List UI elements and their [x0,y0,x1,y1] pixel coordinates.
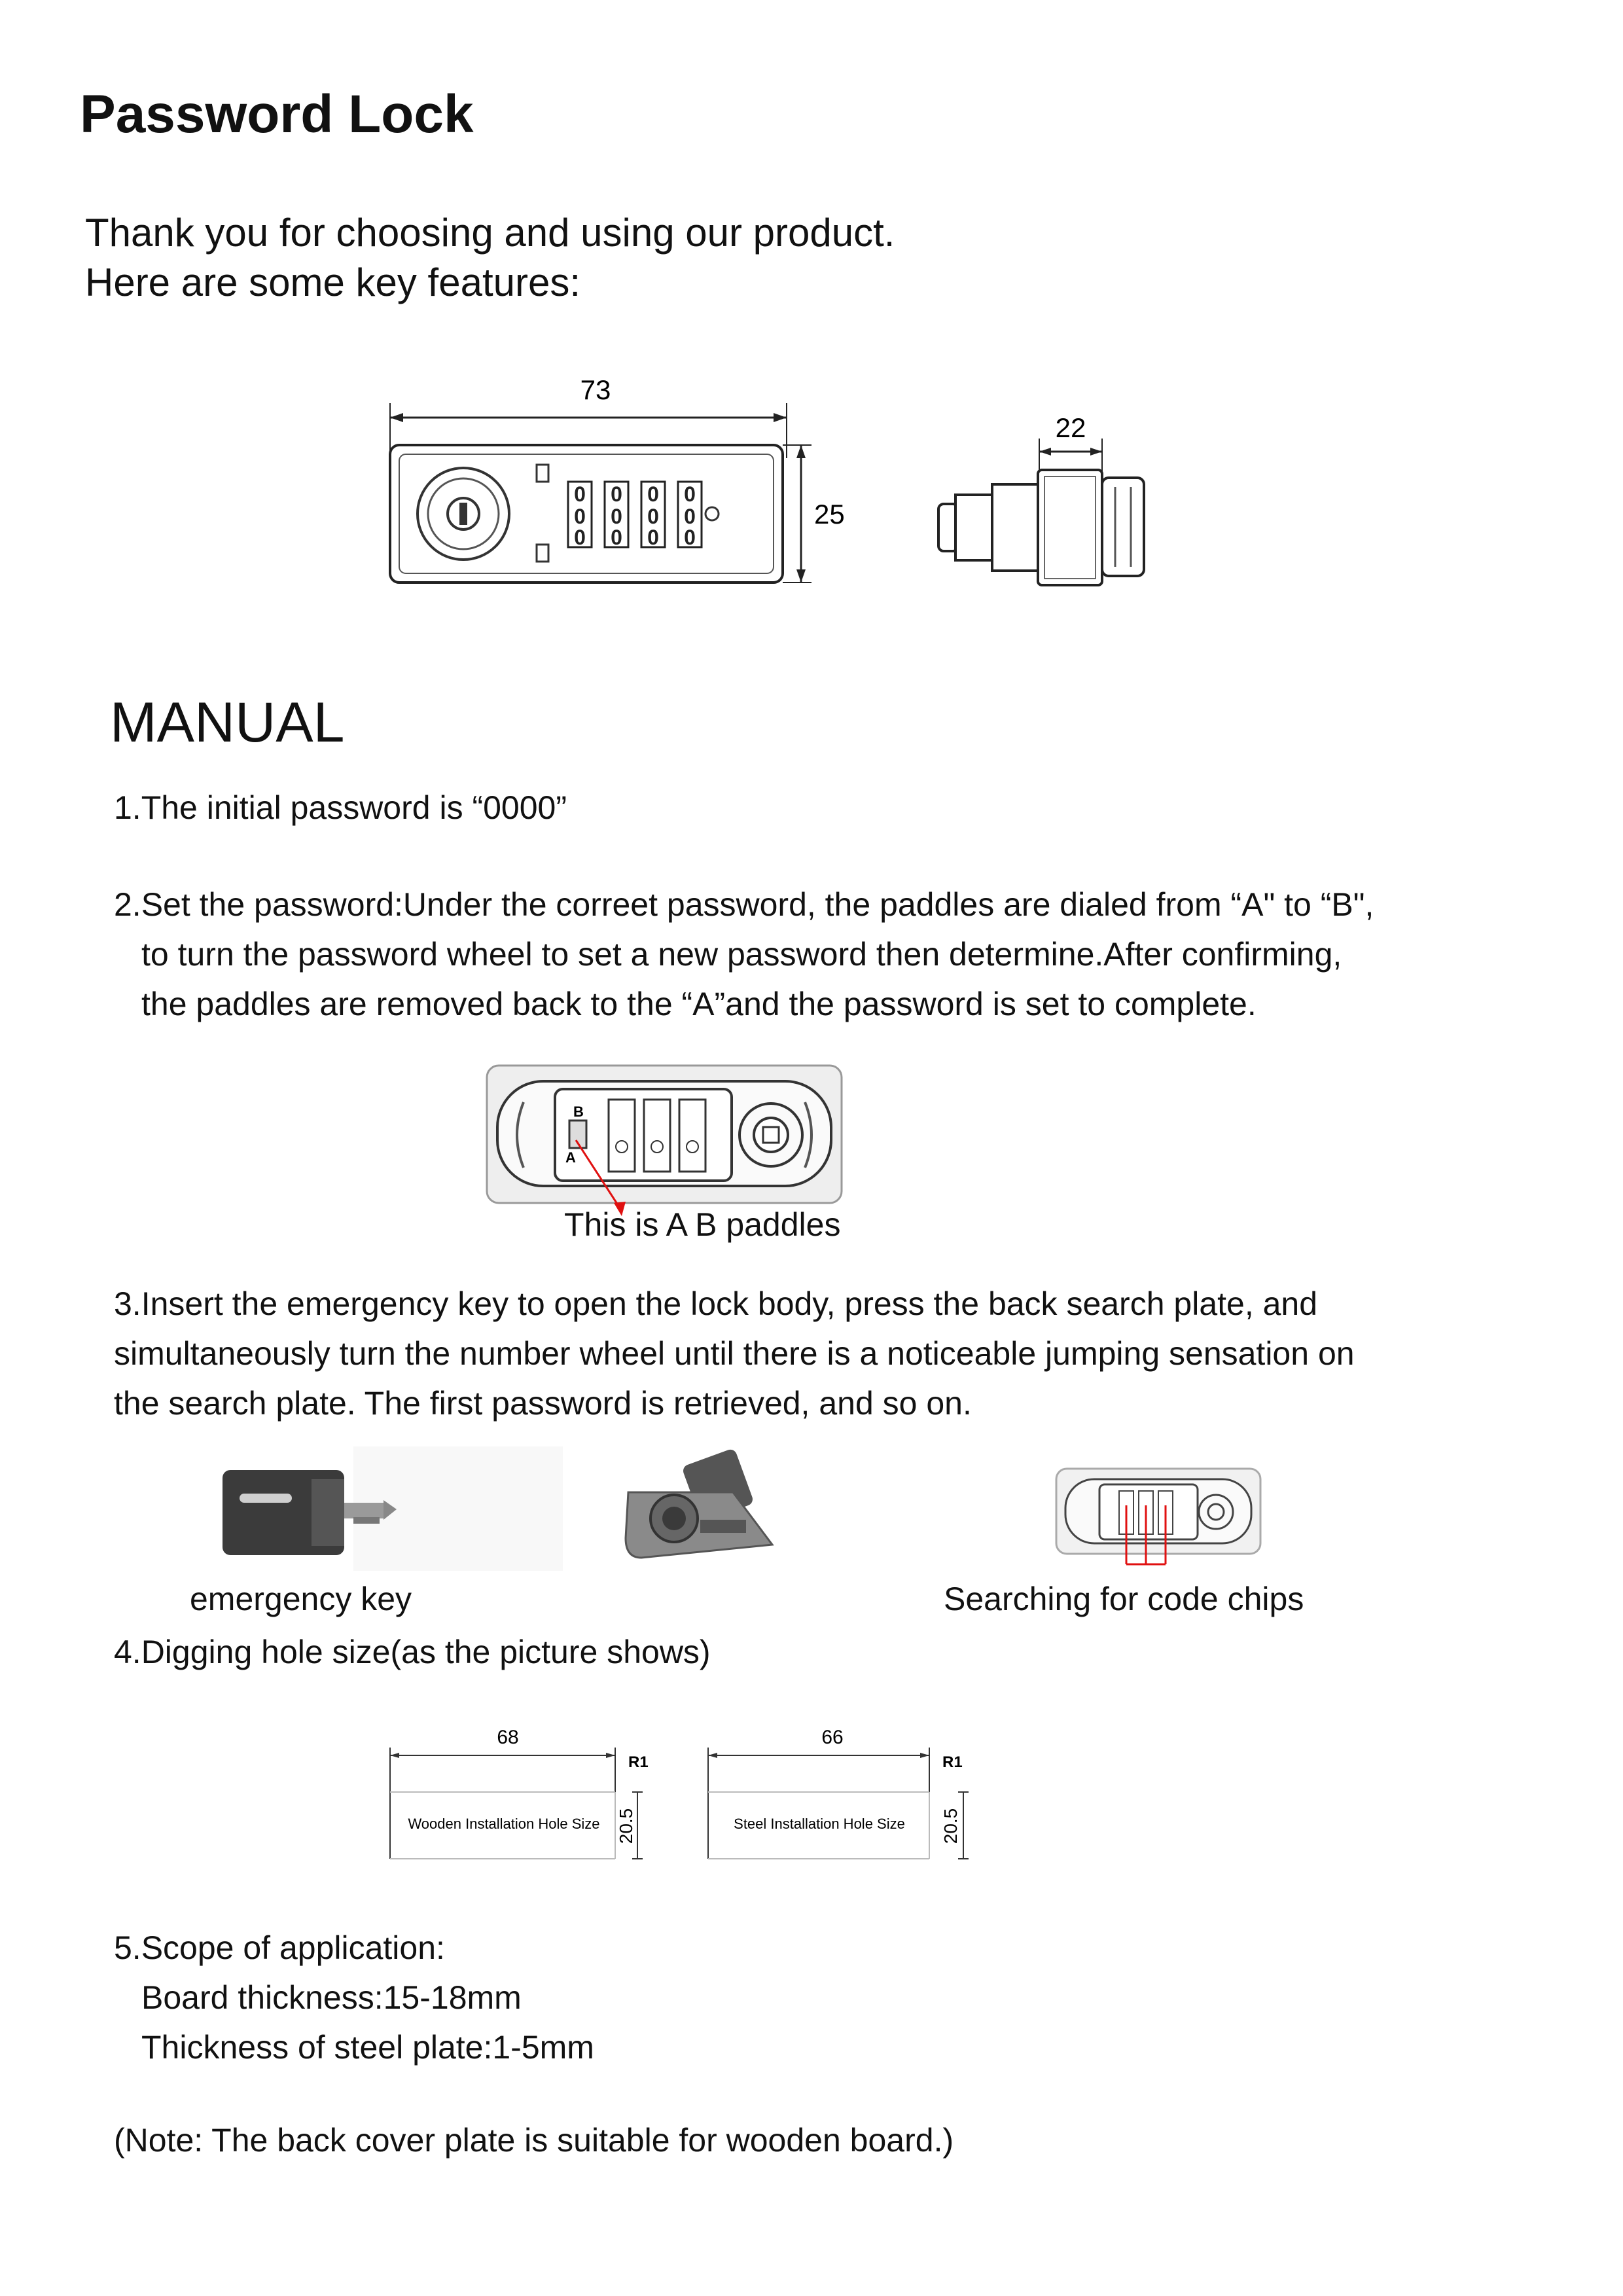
side-view-drawing [929,406,1178,589]
step-3 [114,1279,1355,1428]
step-1: 1.The initial password is “0000” [114,789,567,826]
svg-text:0: 0 [574,482,586,506]
paddle-label-a: A [565,1149,576,1166]
steel-hole-drawing [704,1721,979,1865]
svg-text:0: 0 [574,505,586,528]
wooden-hole-drawing [386,1721,661,1865]
paddle-label-b: B [573,1103,584,1120]
code-chips-image [1054,1466,1263,1577]
step-2-line-3: the paddles are removed back to the “A”and the password is set to complete. [141,986,1257,1022]
paddle-figure [484,1063,844,1220]
dim-depth-22: 22 [1055,412,1086,443]
note-text: (Note: The back cover plate is suitable for wooden board.) [114,2122,954,2159]
step-2-line-2: to turn the password wheel to set a new password then determine.After confirming, [141,936,1342,973]
wood-height: 20.5 [616,1808,636,1844]
steel-height: 20.5 [940,1808,961,1844]
key-in-lock-image [622,1446,785,1571]
svg-text:0: 0 [611,482,622,506]
wood-width: 68 [497,1727,519,1748]
emergency-key-caption: emergency key [190,1581,412,1617]
step-5-line-2: Board thickness:15-18mm [141,1979,522,2016]
wood-label: Wooden Installation Hole Size [408,1816,600,1832]
intro-text [85,208,895,308]
paddle-caption: This is A B paddles [564,1206,841,1243]
page-title: Password Lock [80,84,474,144]
intro-line-1: Thank you for choosing and using our product. [85,211,895,255]
steel-radius: R1 [942,1753,963,1771]
code-chips-caption: Searching for code chips [944,1581,1304,1617]
step-2-line-1: 2.Set the password:Under the correet password, the paddles are dialed from “A" to “B", [114,886,1374,923]
svg-text:0: 0 [647,482,659,506]
step-5-line-3: Thickness of steel plate:1-5mm [141,2029,594,2066]
step-5 [114,1923,594,2072]
svg-text:0: 0 [684,526,696,549]
step-2 [114,880,1374,1029]
step-3-line-3: the search plate. The first password is retrieved, and so on. [114,1385,972,1422]
step-3-line-2: simultaneously turn the number wheel until there is a noticeable jumping sensation on [114,1335,1355,1372]
dim-height-25: 25 [814,499,845,529]
front-view-drawing [380,367,864,589]
svg-text:0: 0 [647,505,659,528]
steel-width: 66 [821,1727,844,1748]
svg-text:0: 0 [574,526,586,549]
dim-width-73: 73 [580,374,611,405]
svg-text:0: 0 [684,482,696,506]
manual-heading: MANUAL [110,691,345,754]
svg-text:0: 0 [611,526,622,549]
svg-text:0: 0 [684,505,696,528]
intro-line-2: Here are some key features: [85,260,581,304]
svg-text:0: 0 [611,505,622,528]
steel-label: Steel Installation Hole Size [734,1816,905,1832]
wood-radius: R1 [628,1753,649,1771]
step-4: 4.Digging hole size(as the picture shows) [114,1634,711,1670]
step-3-line-1: 3.Insert the emergency key to open the lock body, press the back search plate, and [114,1285,1318,1322]
emergency-key-image [223,1446,563,1571]
svg-text:0: 0 [647,526,659,549]
step-5-line-1: 5.Scope of application: [114,1929,445,1966]
